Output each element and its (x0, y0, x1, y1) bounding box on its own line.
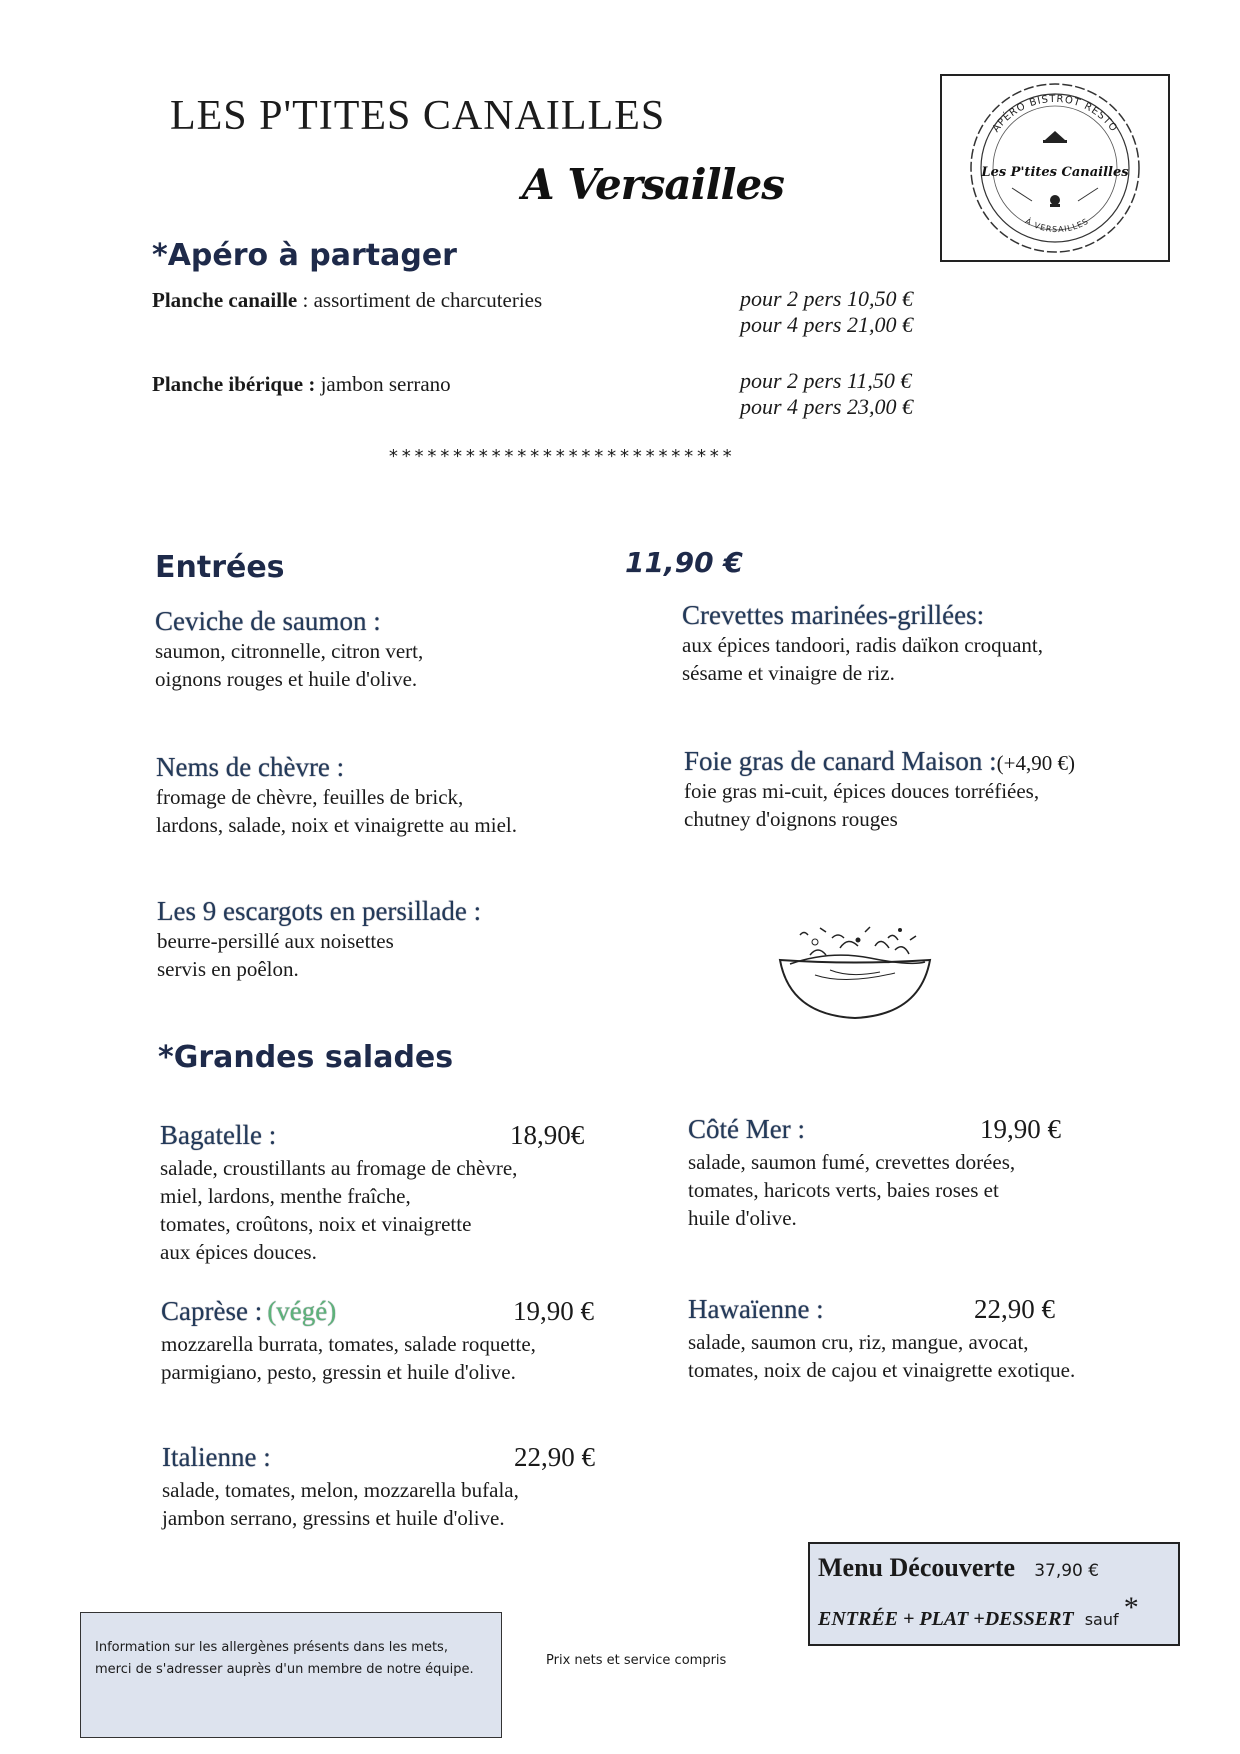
entree-desc-line: saumon, citronnelle, citron vert, (155, 639, 424, 663)
entree-title: Crevettes marinées-grillées: (682, 600, 985, 630)
salad-desc-line: jambon serrano, gressins et huile d'olive. (162, 1506, 505, 1530)
salad-desc-line: huile d'olive. (688, 1206, 797, 1230)
salad-price: 22,90 € (974, 1294, 1055, 1324)
salad-item (161, 1296, 631, 1386)
allergens-notice (80, 1612, 502, 1738)
entrees-price: 11,90 € (625, 546, 743, 579)
salad-desc-line: tomates, noix de cajou et vinaigrette exotique. (688, 1358, 1076, 1382)
salad-desc-line: salade, saumon fumé, crevettes dorées, (688, 1150, 1016, 1174)
apero-item-separator: : (297, 288, 314, 312)
logo-center-text: Les P'tites Canailles (981, 165, 1129, 180)
entree-title: Ceviche de saumon : (155, 606, 381, 636)
entree-desc-line: sésame et vinaigre de riz. (682, 661, 895, 685)
salad-desc-line: parmigiano, pesto, gressin et huile d'olive. (161, 1360, 516, 1384)
apero-item-prices (740, 368, 913, 420)
salad-bowl-illustration (770, 920, 940, 1024)
salad-desc-line: tomates, haricots verts, baies roses et (688, 1178, 999, 1202)
salad-title: Caprèse : (161, 1296, 263, 1326)
entree-title: Foie gras de canard Maison : (684, 746, 997, 776)
svg-text:APÉRO BISTROT RESTO (991, 94, 1120, 135)
section-heading-entrees: Entrées (155, 550, 285, 585)
salad-desc-line: miel, lardons, menthe fraîche, (160, 1184, 411, 1208)
entree-desc-line: oignons rouges et huile d'olive. (155, 667, 418, 691)
salad-price: 22,90 € (514, 1442, 595, 1472)
apero-item-name: Planche canaille (152, 288, 298, 312)
salad-title: Côté Mer : (688, 1114, 805, 1144)
salad-title: Bagatelle : (160, 1120, 277, 1150)
menu-decouverte-title: Menu Découverte (818, 1553, 1016, 1582)
prices-note: Prix nets et service compris (546, 1653, 727, 1668)
apero-item (152, 286, 542, 314)
apero-item-desc: assortiment de charcuteries (313, 288, 543, 312)
menu-decouverte-box (808, 1542, 1180, 1646)
entree-item (682, 600, 1043, 687)
section-heading-salades: *Grandes salades (158, 1040, 454, 1075)
salad-desc-line: mozzarella burrata, tomates, salade roquette, (161, 1332, 536, 1356)
salad-desc-line: tomates, croûtons, noix et vinaigrette (160, 1212, 472, 1236)
salad-price: 19,90 € (980, 1114, 1061, 1144)
salad-desc-line: salade, saumon cru, riz, mangue, avocat, (688, 1330, 1029, 1354)
salad-price: 18,90€ (510, 1120, 585, 1150)
apero-price-4pers: pour 4 pers 23,00 € (740, 394, 913, 419)
salad-item (688, 1294, 1158, 1384)
entree-desc-line: aux épices tandoori, radis daïkon croquant, (682, 633, 1043, 657)
entree-desc-line: beurre-persillé aux noisettes (157, 929, 394, 953)
salad-item (688, 1114, 1128, 1232)
salad-item (162, 1442, 632, 1532)
logo-seal-icon (942, 76, 1168, 260)
salad-desc-line: aux épices douces. (160, 1240, 317, 1264)
apero-price-2pers: pour 2 pers 10,50 € (740, 286, 913, 311)
restaurant-subtitle: A Versailles (522, 160, 784, 209)
salad-title: Italienne : (162, 1442, 271, 1472)
apero-item-name: Planche ibérique (152, 372, 304, 396)
entree-item (684, 746, 1075, 833)
entree-supplement: (+4,90 €) (996, 751, 1076, 775)
apero-price-2pers: pour 2 pers 11,50 € (740, 368, 912, 393)
allergens-line: merci de s'adresser auprès d'un membre de notre équipe. (95, 1662, 474, 1677)
restaurant-title: LES P'TITES CANAILLES (170, 93, 666, 139)
salad-price: 19,90 € (513, 1296, 594, 1326)
vegetarian-tag: (végé) (267, 1296, 337, 1326)
entree-desc-line: fromage de chèvre, feuilles de brick, (156, 785, 464, 809)
section-separator: *************************** (388, 446, 735, 467)
apero-item-separator: : (303, 372, 321, 396)
entree-title: Nems de chèvre : (156, 752, 345, 782)
menu-decouverte-formula: ENTRÉE + PLAT +DESSERT (818, 1608, 1074, 1630)
entree-desc-line: lardons, salade, noix et vinaigrette au miel. (156, 813, 517, 837)
logo-arc-top: APÉRO BISTROT RESTO (990, 93, 1120, 135)
salad-bowl-icon (770, 920, 940, 1020)
entree-desc-line: foie gras mi-cuit, épices douces torréfiées, (684, 779, 1040, 803)
restaurant-logo (940, 74, 1170, 262)
logo-arc-bottom: À VERSAILLES (1023, 216, 1091, 235)
section-heading-apero: *Apéro à partager (152, 238, 457, 273)
menu-decouverte-asterisk: * (1123, 1591, 1139, 1624)
entree-title: Les 9 escargots en persillade : (157, 896, 482, 926)
entree-item (157, 896, 481, 983)
apero-item-prices (740, 286, 913, 338)
apero-item (152, 370, 451, 398)
menu-decouverte-note: sauf (1084, 1610, 1119, 1629)
entree-item (156, 752, 517, 839)
salad-desc-line: salade, croustillants au fromage de chèvre, (160, 1156, 518, 1180)
salad-item (160, 1120, 600, 1266)
menu-decouverte-price: 37,90 € (1034, 1561, 1100, 1581)
entree-desc-line: chutney d'oignons rouges (684, 807, 898, 831)
apero-price-4pers: pour 4 pers 21,00 € (740, 312, 913, 337)
allergens-line: Information sur les allergènes présents dans les mets, (95, 1640, 448, 1655)
svg-text:À VERSAILLES (1024, 215, 1091, 234)
salad-title: Hawaïenne : (688, 1294, 824, 1324)
entree-desc-line: servis en poêlon. (157, 957, 299, 981)
salad-desc-line: salade, tomates, melon, mozzarella bufala, (162, 1478, 519, 1502)
entree-item (155, 606, 423, 693)
apero-item-desc: jambon serrano (320, 372, 451, 396)
